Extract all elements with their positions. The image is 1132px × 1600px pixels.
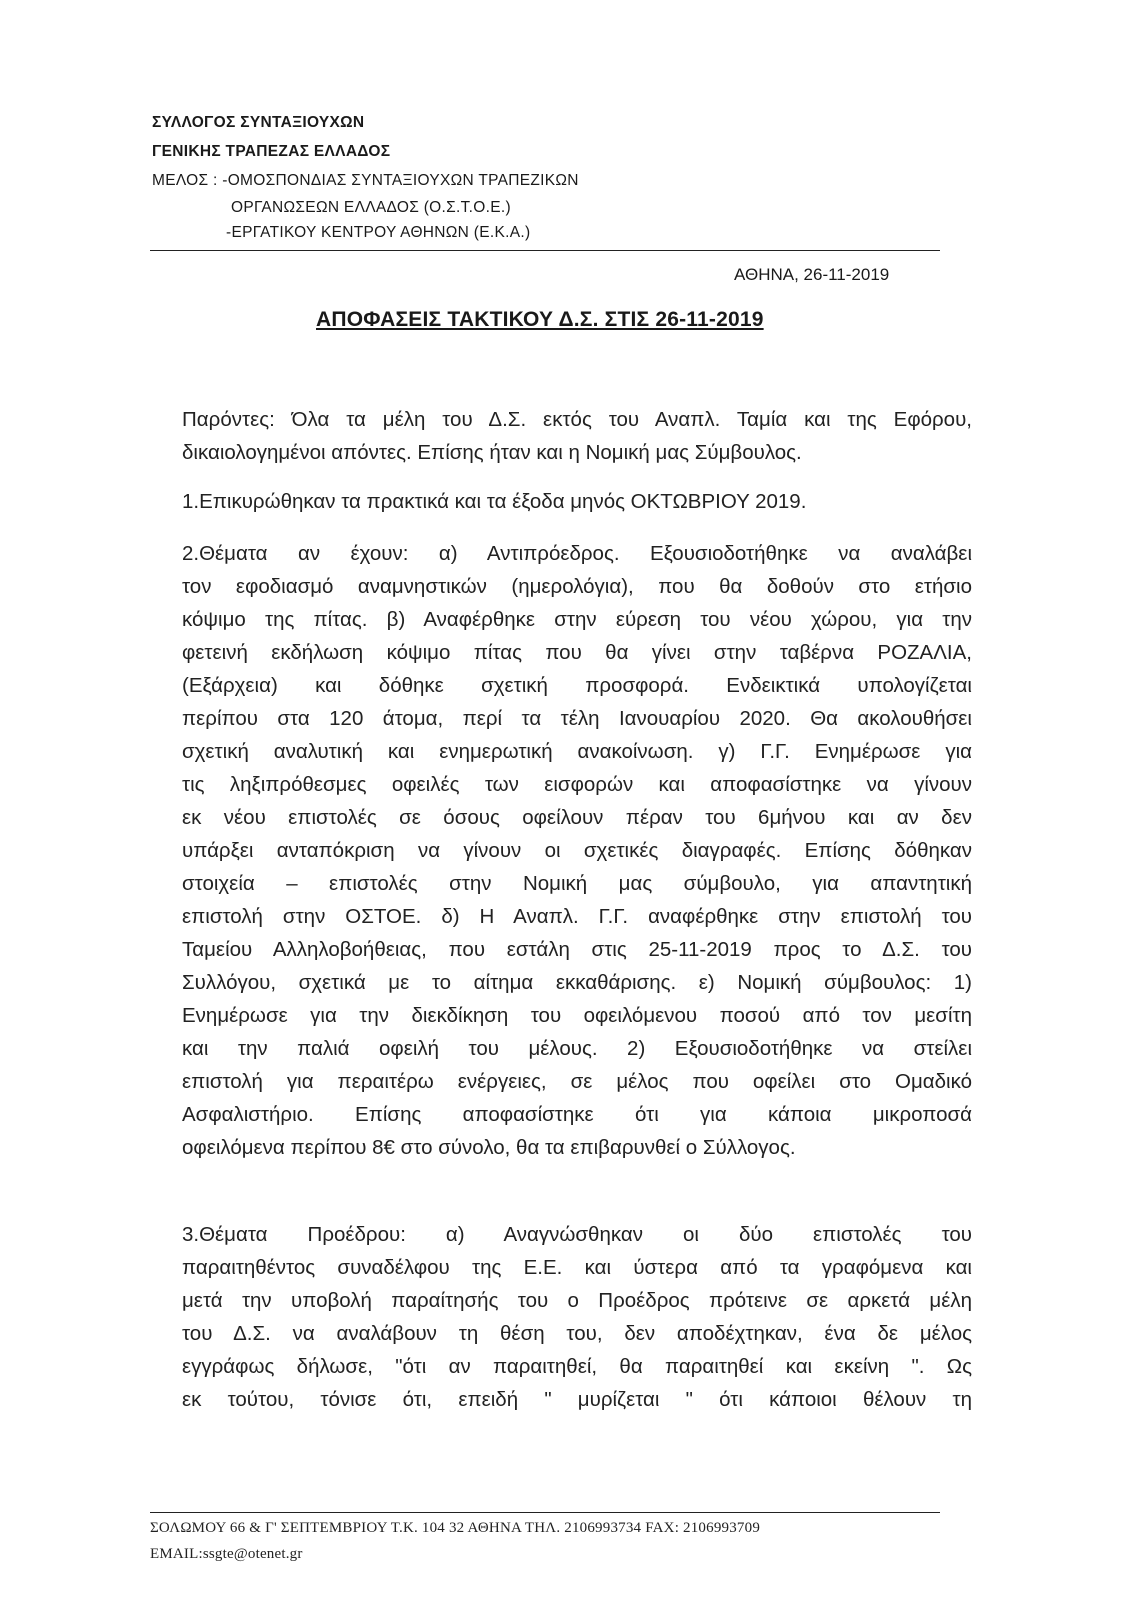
org-name-line1: ΣΥΛΛΟΓΟΣ ΣΥΝΤΑΞΙΟΥΧΩΝ bbox=[152, 114, 365, 131]
text-line: υπάρξει ανταπόκριση να γίνουν οι σχετικές διαγραφές. Επίσης δόθηκαν bbox=[182, 839, 972, 862]
text-line: οφειλόμενα περίπου 8€ στο σύνολο, θα τα επιβαρυνθεί ο Σύλλογος. bbox=[182, 1136, 796, 1159]
text-line: τις ληξιπρόθεσμες οφειλές των εισφορών και αποφασίστηκε να γίνουν bbox=[182, 773, 972, 796]
text-line: 1.Επικυρώθηκαν τα πρακτικά και τα έξοδα μηνός ΟΚΤΩΒΡΙΟΥ 2019. bbox=[182, 490, 807, 513]
footer-divider bbox=[150, 1512, 940, 1513]
membership-line3: -ΕΡΓΑΤΙΚΟΥ ΚΕΝΤΡΟΥ ΑΘΗΝΩΝ (Ε.Κ.Α.) bbox=[226, 224, 531, 241]
text-line: του Δ.Σ. να αναλάβουν τη θέση του, δεν αποδέχτηκαν, ένα δε μέλος bbox=[182, 1322, 972, 1345]
text-line: Ταμείου Αλληλοβοήθειας, που εστάλη στις 25-11-2019 προς το Δ.Σ. του bbox=[182, 938, 972, 961]
text-line: 2.Θέματα αν έχουν: α) Αντιπρόεδρος. Εξουσιοδοτήθηκε να αναλάβει bbox=[182, 542, 972, 565]
text-line: σχετική αναλυτική και ενημερωτική ανακοίνωση. γ) Γ.Γ. Ενημέρωσε για bbox=[182, 740, 972, 763]
text-line: μετά την υποβολή παραίτησής του ο Προέδρος πρότεινε σε αρκετά μέλη bbox=[182, 1289, 972, 1312]
text-line: περίπου στα 120 άτομα, περί τα τέλη Ιανουαρίου 2020. Θα ακολουθήσει bbox=[182, 707, 972, 730]
text-line: εγγράφως δήλωσε, "ότι αν παραιτηθεί, θα παραιτηθεί και εκείνη ". Ως bbox=[182, 1355, 972, 1378]
text-line: δικαιολογημένοι απόντες. Επίσης ήταν και η Νομική μας Σύμβουλος. bbox=[182, 441, 802, 464]
membership-line1: ΜΕΛΟΣ : -ΟΜΟΣΠΟΝΔΙΑΣ ΣΥΝΤΑΞΙΟΥΧΩΝ ΤΡΑΠΕΖΙΚΩΝ bbox=[152, 172, 579, 189]
text-line: Ενημέρωσε για την διεκδίκηση του οφειλόμενου ποσού από τον μεσίτη bbox=[182, 1004, 972, 1027]
text-line: εκ νέου επιστολές σε όσους οφείλουν πέραν του 6μήνου και αν δεν bbox=[182, 806, 972, 829]
text-line: παραιτηθέντος συναδέλφου της Ε.Ε. και ύστερα από τα γραφόμενα και bbox=[182, 1256, 972, 1279]
paragraph-item-3 bbox=[182, 1218, 972, 1416]
footer-address: ΣΟΛΩΜΟΥ 66 & Γ' ΣΕΠΤΕΜΒΡΙΟΥ Τ.Κ. 104 32 ΑΘΗΝΑ ΤΗΛ. 2106993734 FAX: 2106993709 bbox=[150, 1520, 761, 1536]
org-name-line2: ΓΕΝΙΚΗΣ ΤΡΑΠΕΖΑΣ ΕΛΛΑΔΟΣ bbox=[152, 143, 391, 160]
text-line: στοιχεία – επιστολές στην Νομική μας σύμβουλο, για απαντητική bbox=[182, 872, 972, 895]
text-line: επιστολή για περαιτέρω ενέργειες, σε μέλος που οφείλει στο Ομαδικό bbox=[182, 1070, 972, 1093]
paragraph-item-2 bbox=[182, 537, 972, 1164]
document-title: ΑΠΟΦΑΣΕΙΣ ΤΑΚΤΙΚΟΥ Δ.Σ. ΣΤΙΣ 26-11-2019 bbox=[316, 308, 764, 331]
document-date: ΑΘΗΝΑ, 26-11-2019 bbox=[734, 265, 890, 284]
text-line: κόψιμο της πίτας. β) Αναφέρθηκε στην εύρεση του νέου χώρου, για την bbox=[182, 608, 972, 631]
text-line: εκ τούτου, τόνισε ότι, επειδή " μυρίζεται " ότι κάποιοι θέλουν τη bbox=[182, 1388, 972, 1411]
text-line: 3.Θέματα Προέδρου: α) Αναγνώσθηκαν οι δύο επιστολές του bbox=[182, 1223, 972, 1246]
text-line: επιστολή στην ΟΣΤΟΕ. δ) Η Αναπλ. Γ.Γ. αναφέρθηκε στην επιστολή του bbox=[182, 905, 972, 928]
paragraph-item-1 bbox=[182, 485, 972, 518]
text-line: (Εξάρχεια) και δόθηκε σχετική προσφορά. Ενδεικτικά υπολογίζεται bbox=[182, 674, 972, 697]
header-divider bbox=[150, 250, 940, 251]
text-line: και την παλιά οφειλή του μέλους. 2) Εξουσιοδοτήθηκε να στείλει bbox=[182, 1037, 972, 1060]
text-line: φετεινή εκδήλωση κόψιμο πίτας που θα γίνει στην ταβέρνα ΡΟΖΑΛΙΑ, bbox=[182, 641, 972, 664]
text-line: Συλλόγου, σχετικά με το αίτημα εκκαθάρισης. ε) Νομική σύμβουλος: 1) bbox=[182, 971, 972, 994]
footer-email: EMAIL:ssgte@otenet.gr bbox=[150, 1546, 303, 1562]
membership-line2: ΟΡΓΑΝΩΣΕΩΝ ΕΛΛΑΔΟΣ (Ο.Σ.Τ.Ο.Ε.) bbox=[231, 199, 511, 216]
paragraph-attendance bbox=[182, 403, 972, 469]
text-line: Ασφαλιστήριο. Επίσης αποφασίστηκε ότι για κάποια μικροποσά bbox=[182, 1103, 972, 1126]
text-line: Παρόντες: Όλα τα μέλη του Δ.Σ. εκτός του Αναπλ. Ταμία και της Εφόρου, bbox=[182, 408, 972, 431]
text-line: τον εφοδιασμό αναμνηστικών (ημερολόγια), που θα δοθούν στο ετήσιο bbox=[182, 575, 972, 598]
